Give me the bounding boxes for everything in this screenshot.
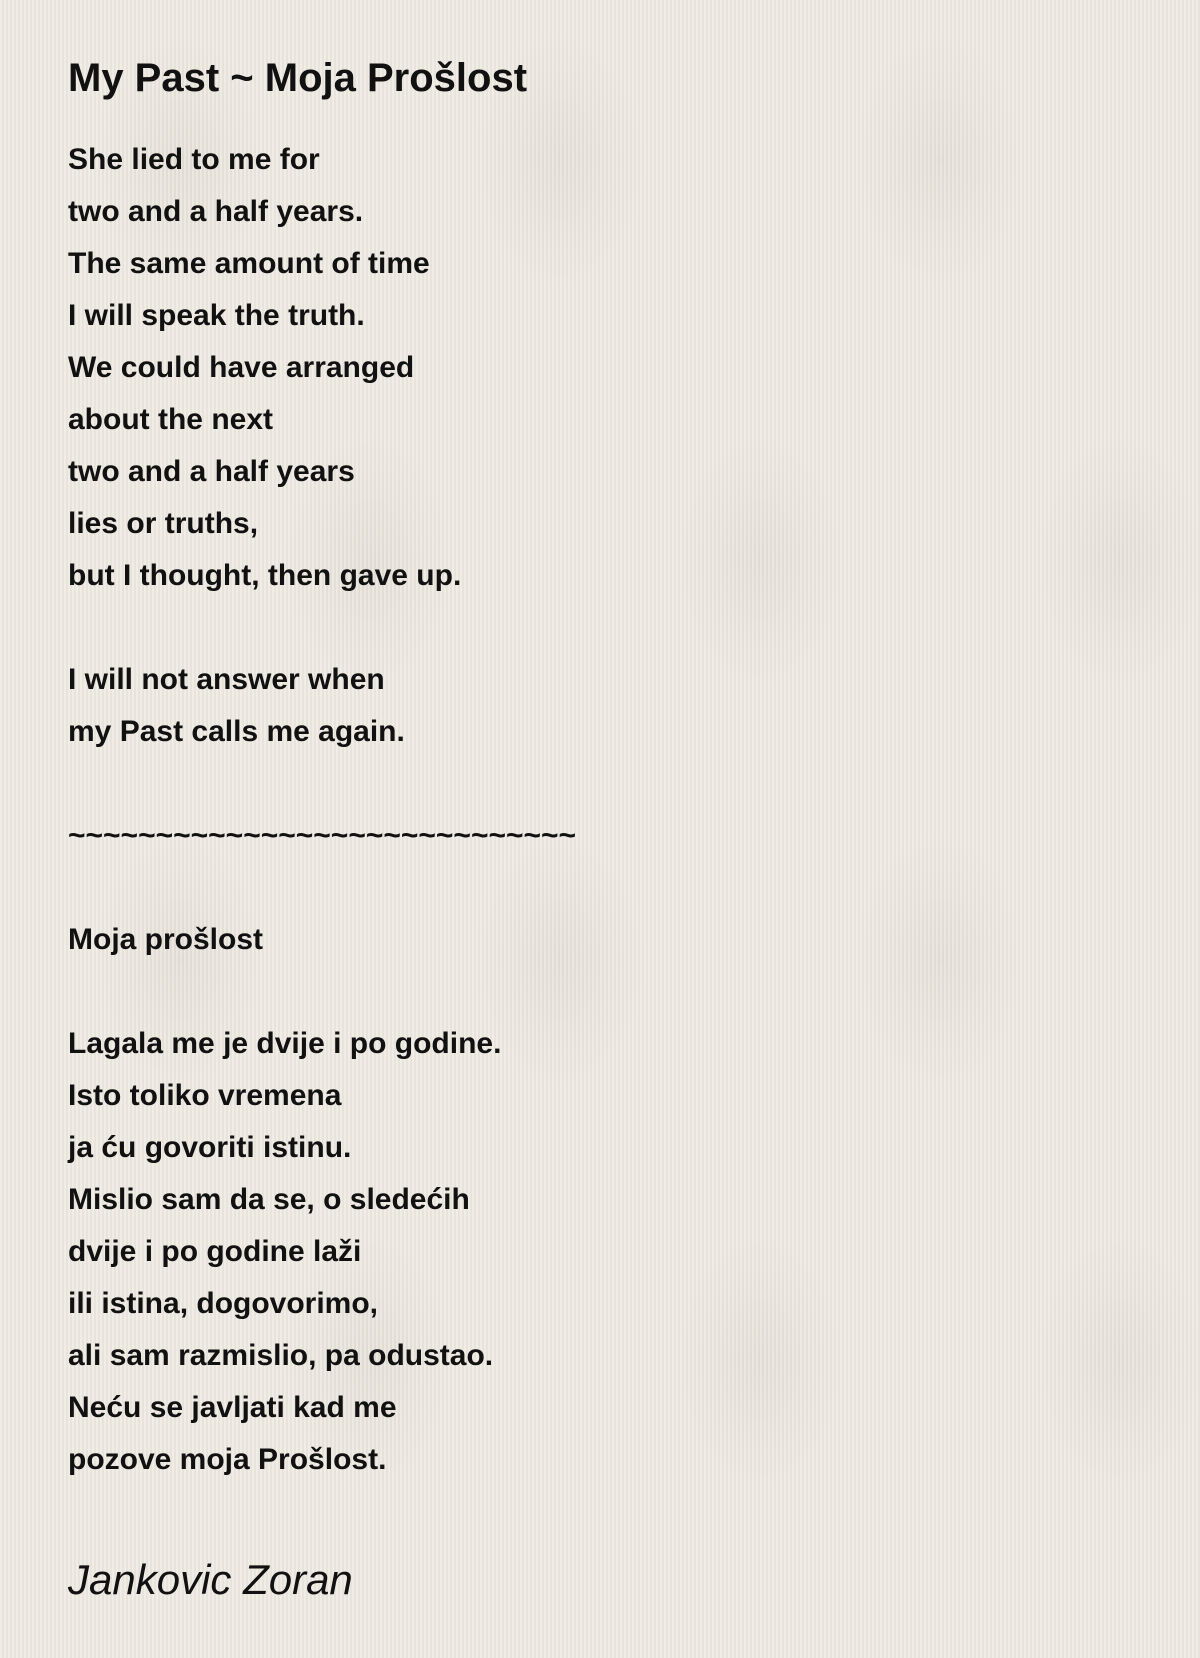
poem-line: ali sam razmislio, pa odustao. [68, 1339, 494, 1372]
poem-line: dvije i po godine laži [68, 1235, 362, 1268]
poem-line: Neću se javljati kad me [68, 1391, 397, 1424]
poem-line: my Past calls me again. [68, 715, 405, 748]
stanza-serbian [68, 1018, 1128, 1486]
stanza-english-2 [68, 654, 1128, 758]
stanza-english-1 [68, 134, 1128, 602]
poem-page [68, 48, 1128, 1538]
author-name: Jankovic Zoran [68, 1556, 353, 1603]
poem-title: My Past ~ Moja Prošlost [68, 56, 528, 100]
poem-line: ili istina, dogovorimo, [68, 1287, 379, 1320]
poem-line: Lagala me je dvije i po godine. [68, 1027, 502, 1060]
translation-heading-stanza [68, 914, 1128, 966]
poem-line: Mislio sam da se, o sledećih [68, 1183, 470, 1216]
poem-line: She lied to me for [68, 143, 320, 176]
translation-heading: Moja prošlost [68, 923, 264, 956]
poem-line: Isto toliko vremena [68, 1079, 342, 1112]
poem-line: about the next [68, 403, 274, 436]
poem-line: lies or truths, [68, 507, 259, 540]
tilde-separator: ~~~~~~~~~~~~~~~~~~~~~~~~~~~~~ [68, 819, 577, 852]
poem-line: I will speak the truth. [68, 299, 365, 332]
poem-line: I will not answer when [68, 663, 385, 696]
poem-line: We could have arranged [68, 351, 415, 384]
separator-stanza [68, 810, 1128, 862]
poem-line: two and a half years [68, 455, 355, 488]
poem-line: ja ću govoriti istinu. [68, 1131, 352, 1164]
poem-line: The same amount of time [68, 247, 430, 280]
poem-line: but I thought, then gave up. [68, 559, 462, 592]
poem-line: two and a half years. [68, 195, 364, 228]
poem-line: pozove moja Prošlost. [68, 1443, 387, 1476]
poem-body [68, 134, 1128, 1486]
